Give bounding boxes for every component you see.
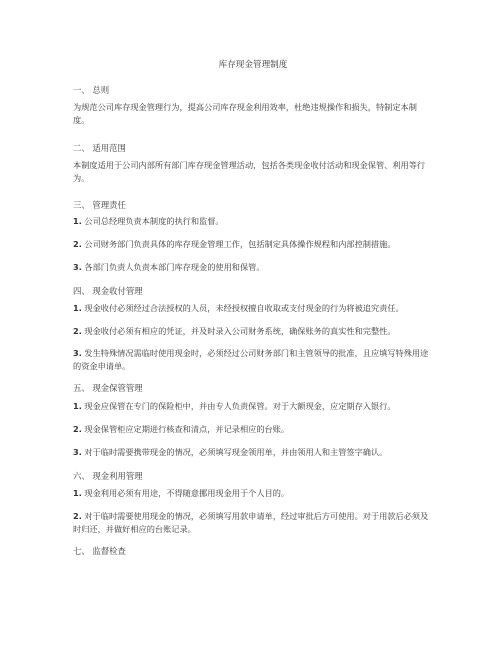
- paragraph: [73, 101, 433, 126]
- item-number: 1.: [73, 216, 82, 226]
- list-item: [73, 347, 433, 372]
- list-item: [73, 302, 433, 315]
- list-item: [73, 400, 433, 413]
- item-number: 2.: [73, 239, 82, 249]
- list-item: [73, 446, 433, 459]
- item-text: 发生特殊情况需临时使用现金时，必须经过公司财务部门和主管领导的批准，且应填写特殊用途的资金申请单。: [73, 348, 429, 371]
- list-item: [73, 325, 433, 338]
- list-item: [73, 487, 433, 500]
- item-text: 各部门负责人负责本部门库存现金的使用和保管。: [84, 262, 265, 272]
- section-heading-responsibility: 三、 管理责任: [73, 200, 126, 210]
- item-text: 现金利用必须有用途，不得随意挪用现金用于个人目的。: [84, 488, 290, 498]
- section-heading-cash-receipts: 四、 现金收付管理: [73, 286, 143, 296]
- item-number: 2.: [73, 326, 82, 336]
- section-heading-cash-custody: 五、 现金保管管理: [73, 383, 143, 393]
- item-number: 3.: [73, 348, 82, 358]
- item-number: 3.: [73, 262, 82, 272]
- section-heading-cash-usage: 六、 现金利用管理: [73, 471, 143, 481]
- item-text: 现金保管柜应定期进行核查和清点，并记录相应的台账。: [84, 424, 290, 434]
- item-number: 2.: [73, 424, 82, 434]
- paragraph: [73, 159, 433, 184]
- item-text: 现金收付必须有相应的凭证，并及时录入公司财务系统，确保账务的真实性和完整性。: [84, 326, 396, 336]
- item-number: 1.: [73, 488, 82, 498]
- item-text: 公司财务部门负责具体的库存现金管理工作，包括制定具体操作规程和内部控制措施。: [84, 239, 396, 249]
- item-number: 1.: [73, 303, 82, 313]
- list-item: [73, 510, 433, 535]
- item-text: 公司总经理负责本制度的执行和监督。: [84, 216, 224, 226]
- item-text: 现金收付必须经过合法授权的人员，未经授权擅自收取或支付现金的行为将被追究责任。: [84, 303, 404, 313]
- item-number: 2.: [73, 511, 82, 521]
- item-text: 对于临时需要使用现金的情况，必须填写用款申请单，经过审批后方可使用。对于用款后必须及时归还，并做好相应的台账记录。: [73, 511, 429, 534]
- list-item: [73, 261, 433, 274]
- item-number: 3.: [73, 447, 82, 457]
- list-item: [73, 238, 433, 251]
- section-heading-general: 一、 总则: [73, 85, 110, 95]
- paragraph-text: 为规范公司库存现金管理行为，提高公司库存现金利用效率，杜绝违规操作和损失，特制定本制度。: [73, 102, 417, 125]
- item-number: 1.: [73, 401, 82, 411]
- item-text: 对于临时需要携带现金的情况，必须填写现金领用单，并由领用人和主管签字确认。: [84, 447, 388, 457]
- paragraph-text: 本制度适用于公司内部所有部门库存现金管理活动，包括各类现金收付活动和现金保管、利用等行为。: [73, 160, 426, 183]
- list-item: [73, 215, 433, 228]
- list-item: [73, 423, 433, 436]
- document-title: 库存现金管理制度: [218, 60, 288, 70]
- section-heading-scope: 二、 适用范围: [73, 143, 126, 153]
- item-text: 现金应保管在专门的保险柜中，并由专人负责保管。对于大额现金，应定期存入银行。: [84, 401, 396, 411]
- section-heading-supervision: 七、 监督检查: [73, 546, 126, 556]
